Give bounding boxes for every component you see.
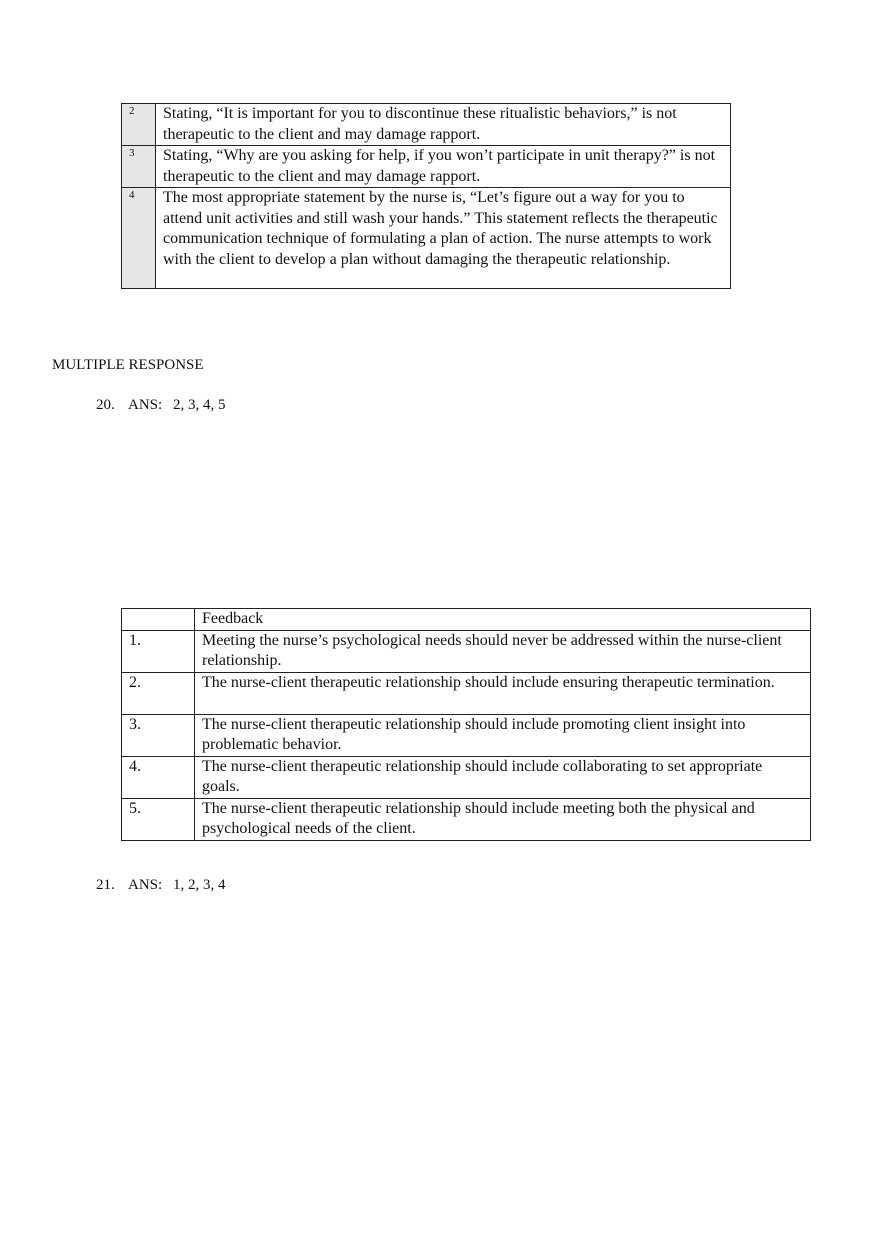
answer-label: ANS: bbox=[128, 397, 163, 413]
feedback-text: The nurse-client therapeutic relationship should include promoting client insight into problematic behavior. bbox=[195, 714, 811, 756]
answer-line bbox=[96, 876, 226, 894]
rationale-text: Stating, “It is important for you to discontinue these ritualistic behaviors,” is not therapeutic to the client and may damage rapport. bbox=[156, 104, 731, 146]
rationale-option-number: 2 bbox=[122, 104, 156, 146]
question-number: 21. bbox=[96, 877, 115, 893]
feedback-text: The nurse-client therapeutic relationship should include collaborating to set appropriate goals. bbox=[195, 756, 811, 798]
answer-label: ANS: bbox=[128, 877, 163, 893]
feedback-header-number bbox=[122, 609, 195, 631]
rationale-text: Stating, “Why are you asking for help, if you won’t participate in unit therapy?” is not therapeutic to the client and may damage rapport. bbox=[156, 146, 731, 188]
feedback-row bbox=[122, 672, 811, 714]
feedback-row bbox=[122, 756, 811, 798]
answer-value: 1, 2, 3, 4 bbox=[173, 877, 226, 893]
feedback-row bbox=[122, 798, 811, 840]
answer-value: 2, 3, 4, 5 bbox=[173, 397, 226, 413]
feedback-option-number: 4. bbox=[122, 756, 195, 798]
rationale-text: The most appropriate statement by the nurse is, “Let’s figure out a way for you to attend unit activities and still wash your hands.” This statement reflects the therapeutic communication technique of formulating a plan of action. The nurse attempts to work with the client to develop a plan without damaging the therapeutic relationship. bbox=[156, 188, 731, 289]
feedback-option-number: 1. bbox=[122, 630, 195, 672]
question-number: 20. bbox=[96, 397, 115, 413]
feedback-table bbox=[121, 608, 811, 841]
rationale-row bbox=[122, 104, 731, 146]
feedback-option-number: 5. bbox=[122, 798, 195, 840]
rationale-table bbox=[121, 103, 731, 289]
feedback-option-number: 3. bbox=[122, 714, 195, 756]
feedback-text: The nurse-client therapeutic relationship should include meeting both the physical and psychological needs of the client. bbox=[195, 798, 811, 840]
rationale-row bbox=[122, 146, 731, 188]
feedback-header-label: Feedback bbox=[195, 609, 811, 631]
feedback-row bbox=[122, 714, 811, 756]
rationale-row bbox=[122, 188, 731, 289]
feedback-text: Meeting the nurse’s psychological needs should never be addressed within the nurse-client relationship. bbox=[195, 630, 811, 672]
section-title: MULTIPLE RESPONSE bbox=[52, 357, 204, 373]
feedback-text: The nurse-client therapeutic relationship should include ensuring therapeutic termination. bbox=[195, 672, 811, 714]
rationale-option-number: 4 bbox=[122, 188, 156, 289]
answer-line bbox=[96, 396, 226, 414]
feedback-option-number: 2. bbox=[122, 672, 195, 714]
feedback-header-row bbox=[122, 609, 811, 631]
rationale-option-number: 3 bbox=[122, 146, 156, 188]
feedback-row bbox=[122, 630, 811, 672]
